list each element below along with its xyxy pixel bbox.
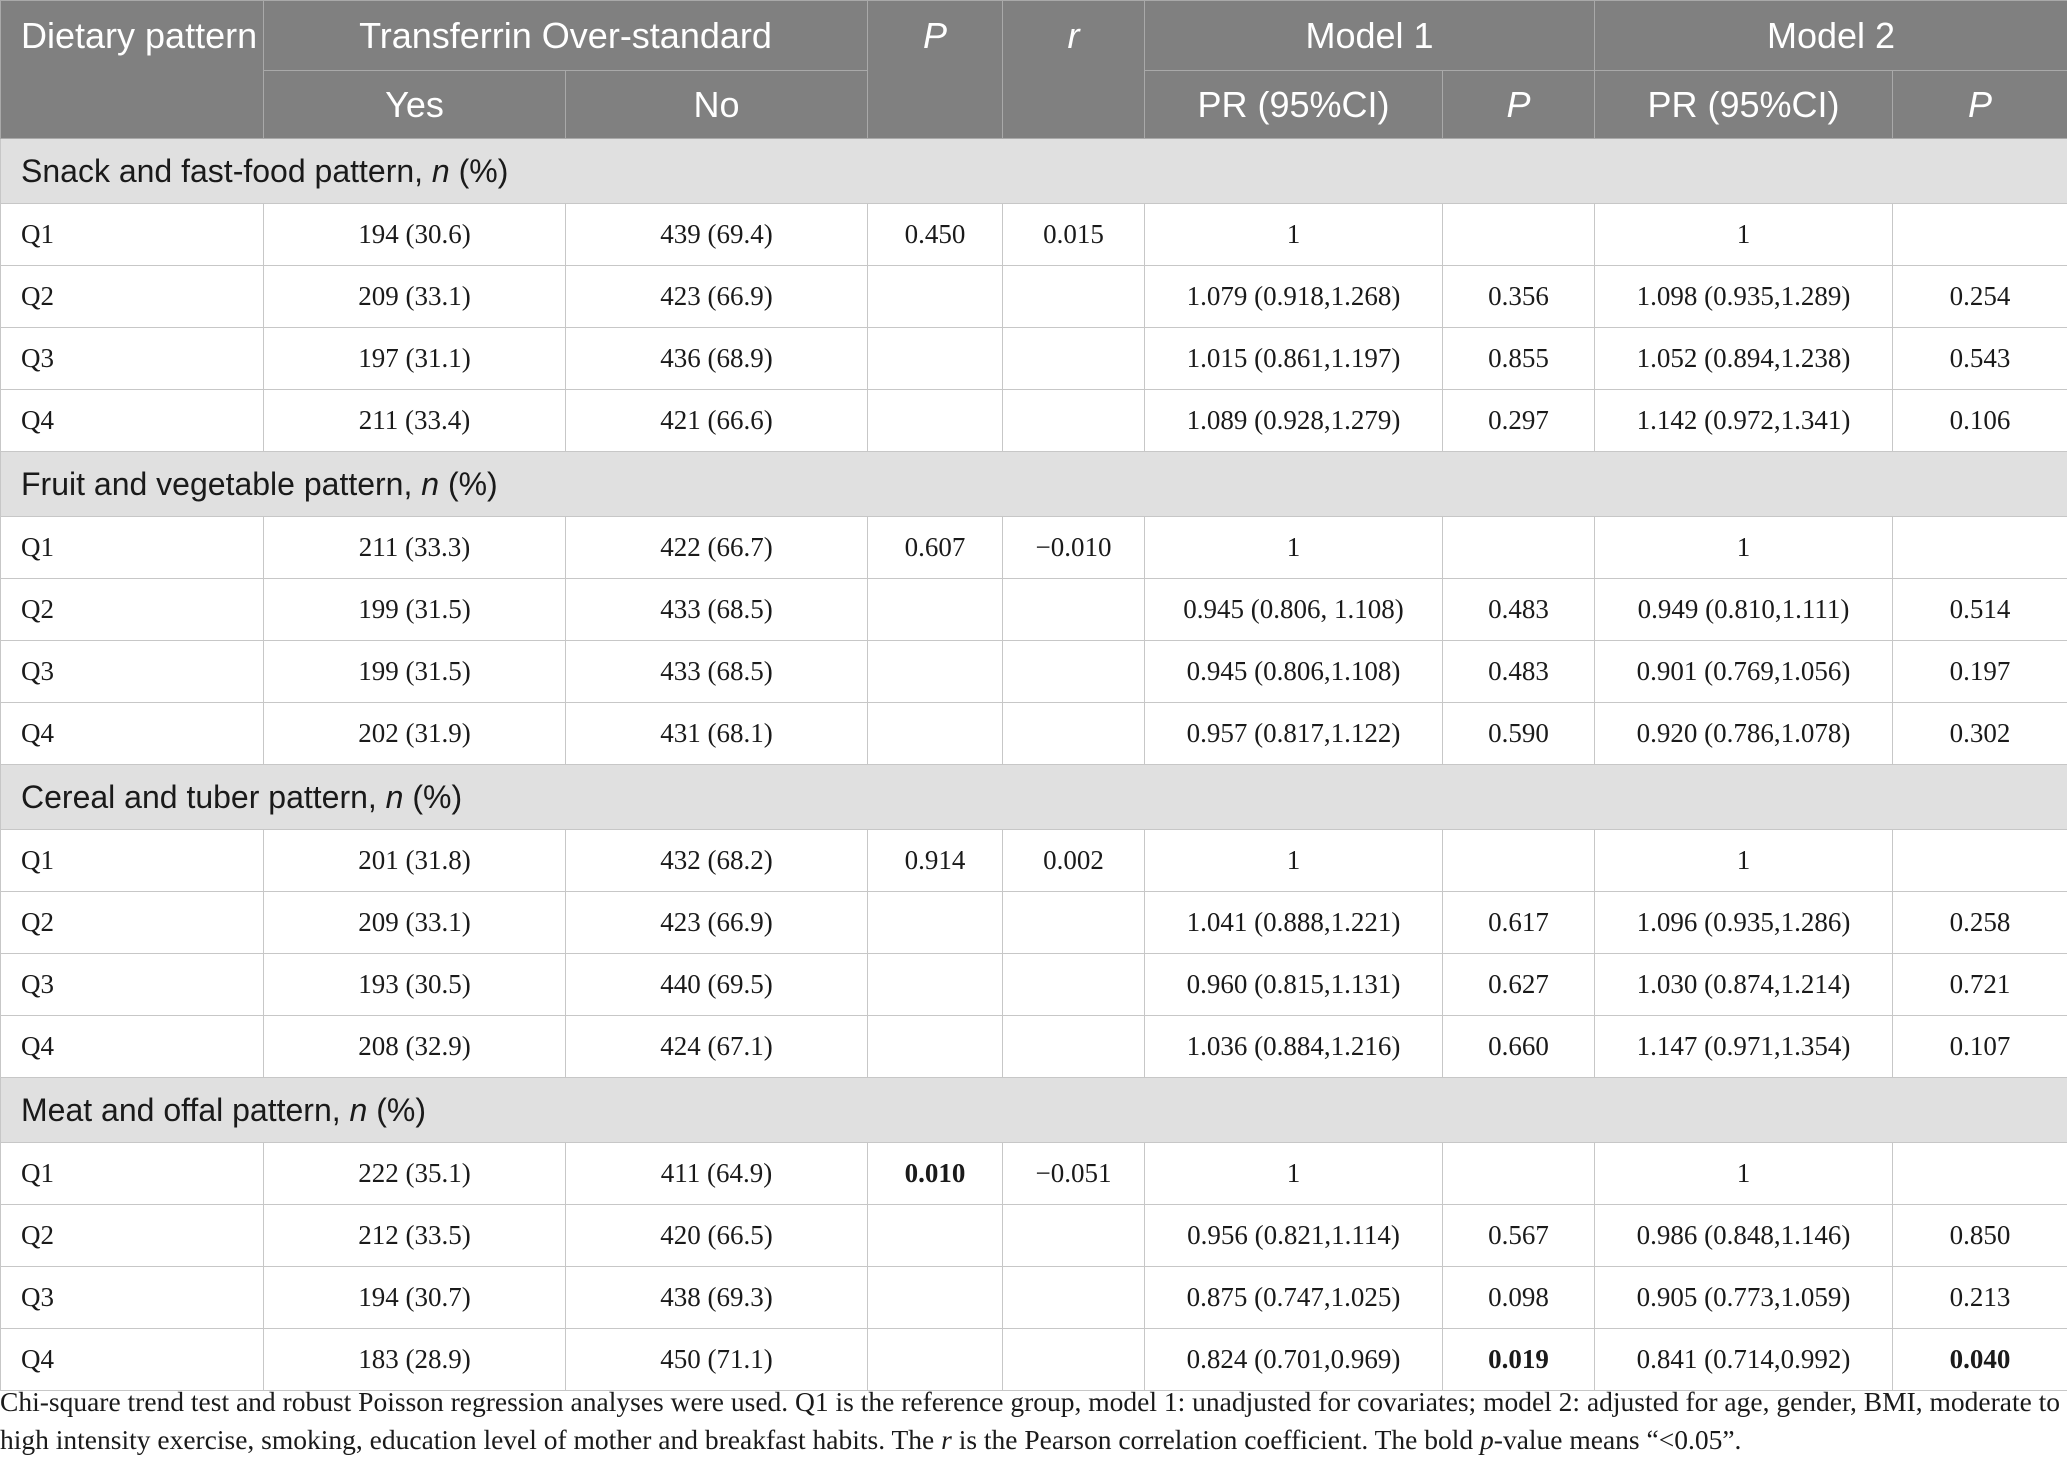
- model1-pr-cell: 0.875 (0.747,1.025): [1145, 1267, 1443, 1329]
- table-row: [1, 1016, 2067, 1078]
- p-cell: [868, 954, 1003, 1016]
- quartile-cell: Q3: [1, 328, 264, 390]
- section-row: [1, 139, 2067, 204]
- table-header: [1, 1, 2067, 139]
- no-cell: 436 (68.9): [566, 328, 868, 390]
- p-cell: [868, 1016, 1003, 1078]
- header-model2-p: P: [1893, 71, 2067, 139]
- no-cell: 433 (68.5): [566, 641, 868, 703]
- no-cell: 438 (69.3): [566, 1267, 868, 1329]
- section-title-n: n: [431, 152, 450, 189]
- model1-p-cell: 0.590: [1443, 703, 1595, 765]
- model1-pr-cell: 0.956 (0.821,1.114): [1145, 1205, 1443, 1267]
- model2-pr-cell: 1: [1595, 830, 1893, 892]
- header-model2-pr-ci: PR (95%CI): [1595, 71, 1893, 139]
- yes-cell: 183 (28.9): [264, 1329, 566, 1391]
- quartile-cell: Q2: [1, 579, 264, 641]
- quartile-cell: Q2: [1, 892, 264, 954]
- p-cell: [868, 1329, 1003, 1391]
- r-cell: [1003, 1205, 1145, 1267]
- r-cell: 0.002: [1003, 830, 1145, 892]
- header-model-1: Model 1: [1145, 1, 1595, 71]
- yes-cell: 199 (31.5): [264, 579, 566, 641]
- model1-p-cell: [1443, 830, 1595, 892]
- model1-pr-cell: 0.945 (0.806,1.108): [1145, 641, 1443, 703]
- model2-p-cell: 0.197: [1893, 641, 2067, 703]
- table-row: [1, 1267, 2067, 1329]
- model2-p-cell: 0.106: [1893, 390, 2067, 452]
- r-cell: [1003, 954, 1145, 1016]
- quartile-cell: Q4: [1, 703, 264, 765]
- r-cell: [1003, 892, 1145, 954]
- footnote-r-symbol: r: [941, 1424, 952, 1455]
- model1-p-cell: [1443, 517, 1595, 579]
- table-row: [1, 204, 2067, 266]
- quartile-cell: Q1: [1, 517, 264, 579]
- quartile-cell: Q2: [1, 1205, 264, 1267]
- model2-pr-cell: 1.098 (0.935,1.289): [1595, 266, 1893, 328]
- model2-p-cell: [1893, 204, 2067, 266]
- model2-p-cell: [1893, 1143, 2067, 1205]
- model1-p-cell: 0.660: [1443, 1016, 1595, 1078]
- section-title: [1, 452, 2067, 517]
- no-cell: 423 (66.9): [566, 892, 868, 954]
- model2-p-cell: 0.040: [1893, 1329, 2067, 1391]
- model1-pr-cell: 1.015 (0.861,1.197): [1145, 328, 1443, 390]
- section-row: [1, 765, 2067, 830]
- model2-p-cell: 0.254: [1893, 266, 2067, 328]
- footnote-text-1: Chi-square trend test and robust Poisson regression analyses were used. Q1 is the reference group, model 1: unadjusted for covariates; model 2: adjusted for age, gender, BMI, moderate to high intensity exercise, smoking, education level of mother and breakfast habits. The: [0, 1386, 2061, 1455]
- no-cell: 450 (71.1): [566, 1329, 868, 1391]
- section-title-n: n: [349, 1091, 368, 1128]
- model1-p-cell: 0.567: [1443, 1205, 1595, 1267]
- model2-pr-cell: 0.841 (0.714,0.992): [1595, 1329, 1893, 1391]
- yes-cell: 209 (33.1): [264, 266, 566, 328]
- r-cell: −0.051: [1003, 1143, 1145, 1205]
- yes-cell: 212 (33.5): [264, 1205, 566, 1267]
- p-cell: [868, 1205, 1003, 1267]
- model2-p-cell: 0.543: [1893, 328, 2067, 390]
- section-title-text: Cereal and tuber pattern,: [21, 778, 377, 815]
- quartile-cell: Q3: [1, 1267, 264, 1329]
- header-model-2: Model 2: [1595, 1, 2067, 71]
- model1-pr-cell: 1: [1145, 204, 1443, 266]
- table-footnote: [0, 1383, 2063, 1459]
- header-transferrin-over-standard: Transferrin Over-standard: [264, 1, 868, 71]
- model2-pr-cell: 1: [1595, 517, 1893, 579]
- section-title-pct: (%): [376, 1091, 426, 1128]
- r-cell: [1003, 703, 1145, 765]
- quartile-cell: Q1: [1, 1143, 264, 1205]
- p-cell: 0.450: [868, 204, 1003, 266]
- model1-pr-cell: 1.041 (0.888,1.221): [1145, 892, 1443, 954]
- model1-pr-cell: 1: [1145, 517, 1443, 579]
- header-model1-p: P: [1443, 71, 1595, 139]
- table-row: [1, 641, 2067, 703]
- table-row: [1, 1205, 2067, 1267]
- p-cell: [868, 390, 1003, 452]
- r-cell: [1003, 328, 1145, 390]
- model1-pr-cell: 1: [1145, 1143, 1443, 1205]
- model2-pr-cell: 1.147 (0.971,1.354): [1595, 1016, 1893, 1078]
- r-cell: 0.015: [1003, 204, 1145, 266]
- yes-cell: 222 (35.1): [264, 1143, 566, 1205]
- no-cell: 439 (69.4): [566, 204, 868, 266]
- yes-cell: 211 (33.4): [264, 390, 566, 452]
- section-title-pct: (%): [458, 152, 509, 189]
- table-row: [1, 328, 2067, 390]
- no-cell: 440 (69.5): [566, 954, 868, 1016]
- p-cell: 0.010: [868, 1143, 1003, 1205]
- model1-p-cell: 0.627: [1443, 954, 1595, 1016]
- section-row: [1, 1078, 2067, 1143]
- p-cell: [868, 892, 1003, 954]
- model2-pr-cell: 1.096 (0.935,1.286): [1595, 892, 1893, 954]
- header-yes: Yes: [264, 71, 566, 139]
- section-title: [1, 765, 2067, 830]
- table-body: [1, 139, 2067, 1391]
- yes-cell: 211 (33.3): [264, 517, 566, 579]
- section-title-n: n: [421, 465, 440, 502]
- no-cell: 423 (66.9): [566, 266, 868, 328]
- header-r: r: [1003, 1, 1145, 139]
- model2-p-cell: [1893, 517, 2067, 579]
- section-title-text: Snack and fast-food pattern,: [21, 152, 424, 189]
- p-cell: 0.914: [868, 830, 1003, 892]
- model1-pr-cell: 0.945 (0.806, 1.108): [1145, 579, 1443, 641]
- no-cell: 433 (68.5): [566, 579, 868, 641]
- yes-cell: 193 (30.5): [264, 954, 566, 1016]
- section-title-pct: (%): [447, 465, 498, 502]
- header-dietary-pattern: Dietary pattern: [1, 1, 264, 139]
- model2-pr-cell: 1.142 (0.972,1.341): [1595, 390, 1893, 452]
- p-cell: [868, 328, 1003, 390]
- table-row: [1, 1329, 2067, 1391]
- p-cell: [868, 1267, 1003, 1329]
- model1-pr-cell: 1.036 (0.884,1.216): [1145, 1016, 1443, 1078]
- model1-pr-cell: 0.957 (0.817,1.122): [1145, 703, 1443, 765]
- no-cell: 421 (66.6): [566, 390, 868, 452]
- quartile-cell: Q4: [1, 1329, 264, 1391]
- model1-p-cell: 0.483: [1443, 579, 1595, 641]
- model2-p-cell: 0.107: [1893, 1016, 2067, 1078]
- table-row: [1, 390, 2067, 452]
- table-row: [1, 892, 2067, 954]
- table-row: [1, 1143, 2067, 1205]
- no-cell: 422 (66.7): [566, 517, 868, 579]
- r-cell: −0.010: [1003, 517, 1145, 579]
- model2-pr-cell: 0.986 (0.848,1.146): [1595, 1205, 1893, 1267]
- yes-cell: 194 (30.6): [264, 204, 566, 266]
- r-cell: [1003, 1016, 1145, 1078]
- r-cell: [1003, 1329, 1145, 1391]
- header-p: P: [868, 1, 1003, 139]
- quartile-cell: Q1: [1, 830, 264, 892]
- yes-cell: 194 (30.7): [264, 1267, 566, 1329]
- model2-p-cell: 0.850: [1893, 1205, 2067, 1267]
- table-row: [1, 266, 2067, 328]
- model2-pr-cell: 0.949 (0.810,1.111): [1595, 579, 1893, 641]
- quartile-cell: Q4: [1, 1016, 264, 1078]
- section-title-text: Fruit and vegetable pattern,: [21, 465, 413, 502]
- section-title: [1, 139, 2067, 204]
- yes-cell: 209 (33.1): [264, 892, 566, 954]
- yes-cell: 199 (31.5): [264, 641, 566, 703]
- model1-p-cell: 0.855: [1443, 328, 1595, 390]
- model2-pr-cell: 1: [1595, 1143, 1893, 1205]
- quartile-cell: Q2: [1, 266, 264, 328]
- p-cell: [868, 579, 1003, 641]
- quartile-cell: Q3: [1, 954, 264, 1016]
- quartile-cell: Q3: [1, 641, 264, 703]
- model2-pr-cell: 0.901 (0.769,1.056): [1595, 641, 1893, 703]
- model1-pr-cell: 1.079 (0.918,1.268): [1145, 266, 1443, 328]
- quartile-cell: Q1: [1, 204, 264, 266]
- model2-p-cell: [1893, 830, 2067, 892]
- model2-pr-cell: 1.052 (0.894,1.238): [1595, 328, 1893, 390]
- r-cell: [1003, 579, 1145, 641]
- model1-pr-cell: 1.089 (0.928,1.279): [1145, 390, 1443, 452]
- model1-p-cell: 0.297: [1443, 390, 1595, 452]
- model2-p-cell: 0.302: [1893, 703, 2067, 765]
- footnote-text-2: is the Pearson correlation coefficient. The bold: [958, 1424, 1474, 1455]
- yes-cell: 208 (32.9): [264, 1016, 566, 1078]
- model2-pr-cell: 0.920 (0.786,1.078): [1595, 703, 1893, 765]
- footnote-p-symbol: p: [1480, 1424, 1494, 1455]
- table-row: [1, 579, 2067, 641]
- model1-p-cell: 0.098: [1443, 1267, 1595, 1329]
- model2-pr-cell: 1: [1595, 204, 1893, 266]
- r-cell: [1003, 641, 1145, 703]
- r-cell: [1003, 266, 1145, 328]
- model2-p-cell: 0.213: [1893, 1267, 2067, 1329]
- section-title-n: n: [385, 778, 404, 815]
- model1-p-cell: 0.483: [1443, 641, 1595, 703]
- p-cell: 0.607: [868, 517, 1003, 579]
- section-row: [1, 452, 2067, 517]
- yes-cell: 197 (31.1): [264, 328, 566, 390]
- table-row: [1, 954, 2067, 1016]
- no-cell: 424 (67.1): [566, 1016, 868, 1078]
- p-cell: [868, 266, 1003, 328]
- model1-pr-cell: 0.824 (0.701,0.969): [1145, 1329, 1443, 1391]
- yes-cell: 202 (31.9): [264, 703, 566, 765]
- model2-pr-cell: 1.030 (0.874,1.214): [1595, 954, 1893, 1016]
- model1-p-cell: [1443, 1143, 1595, 1205]
- model2-p-cell: 0.258: [1893, 892, 2067, 954]
- model2-pr-cell: 0.905 (0.773,1.059): [1595, 1267, 1893, 1329]
- model1-pr-cell: 0.960 (0.815,1.131): [1145, 954, 1443, 1016]
- yes-cell: 201 (31.8): [264, 830, 566, 892]
- header-model1-pr-ci: PR (95%CI): [1145, 71, 1443, 139]
- table-row: [1, 830, 2067, 892]
- no-cell: 411 (64.9): [566, 1143, 868, 1205]
- section-title: [1, 1078, 2067, 1143]
- quartile-cell: Q4: [1, 390, 264, 452]
- p-cell: [868, 703, 1003, 765]
- header-no: No: [566, 71, 868, 139]
- footnote-text-3: -value means “<0.05”.: [1493, 1424, 1742, 1455]
- model1-p-cell: 0.356: [1443, 266, 1595, 328]
- model1-p-cell: 0.617: [1443, 892, 1595, 954]
- no-cell: 420 (66.5): [566, 1205, 868, 1267]
- section-title-pct: (%): [412, 778, 463, 815]
- section-title-text: Meat and offal pattern,: [21, 1091, 341, 1128]
- r-cell: [1003, 390, 1145, 452]
- table-row: [1, 517, 2067, 579]
- no-cell: 432 (68.2): [566, 830, 868, 892]
- table-row: [1, 703, 2067, 765]
- r-cell: [1003, 1267, 1145, 1329]
- model1-p-cell: 0.019: [1443, 1329, 1595, 1391]
- model1-p-cell: [1443, 204, 1595, 266]
- no-cell: 431 (68.1): [566, 703, 868, 765]
- model2-p-cell: 0.721: [1893, 954, 2067, 1016]
- model2-p-cell: 0.514: [1893, 579, 2067, 641]
- p-cell: [868, 641, 1003, 703]
- model1-pr-cell: 1: [1145, 830, 1443, 892]
